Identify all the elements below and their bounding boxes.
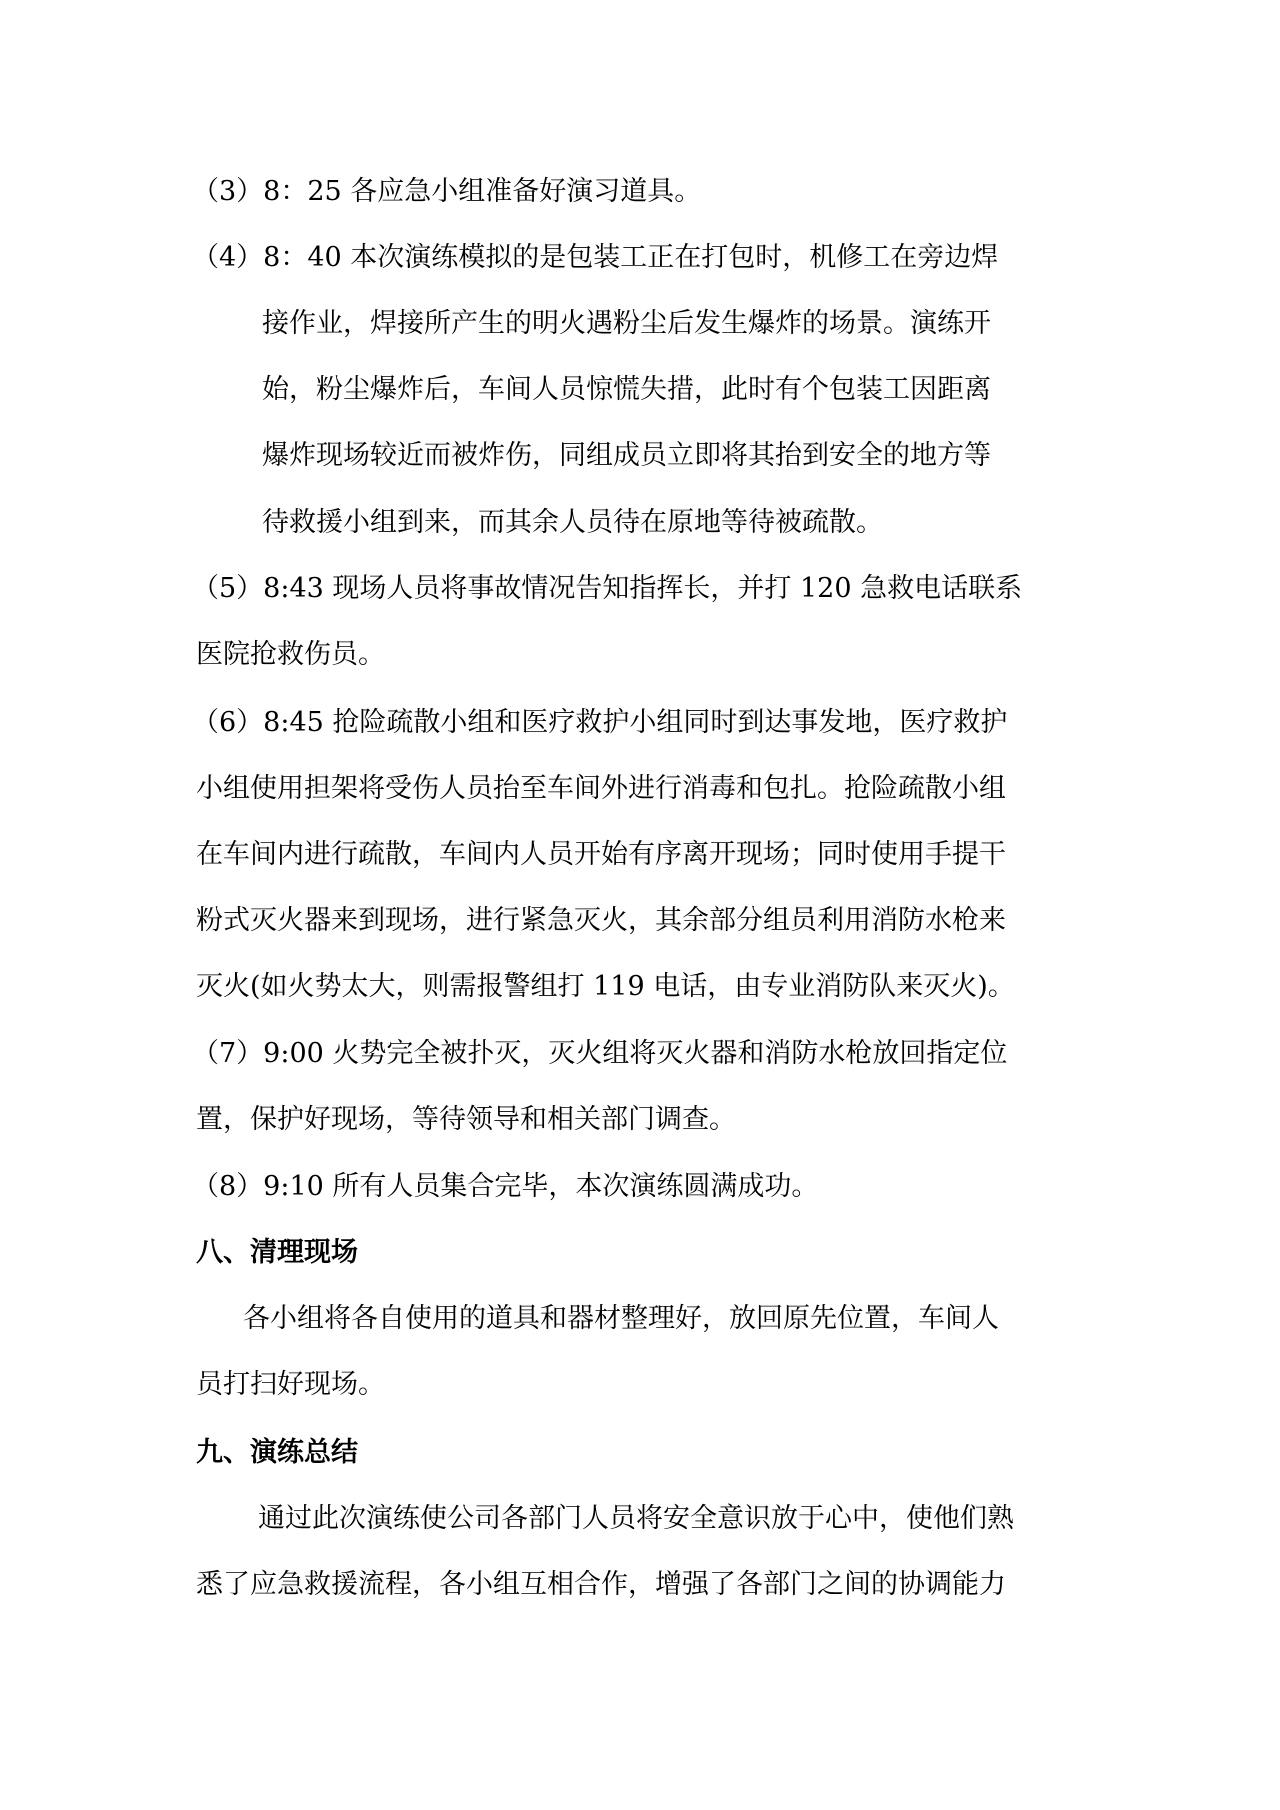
paragraph-line: 接作业，焊接所产生的明火遇粉尘后发生爆炸的场景。演练开 [262, 308, 991, 339]
paragraph-line: （5）8:43 现场人员将事故情况告知指挥长，并打 120 急救电话联系 [192, 573, 1023, 604]
paragraph-line: （6）8:45 抢险疏散小组和医疗救护小组同时到达事发地，医疗救护 [192, 707, 1008, 738]
paragraph-line: 置，保护好现场，等待领导和相关部门调查。 [196, 1104, 736, 1135]
paragraph-line: 待救援小组到来，而其余人员待在原地等待被疏散。 [262, 507, 883, 538]
paragraph-line: 爆炸现场较近而被炸伤，同组成员立即将其抬到安全的地方等 [262, 440, 991, 471]
paragraph-line: 员打扫好现场。 [196, 1369, 385, 1400]
paragraph-line: 在车间内进行疏散，车间内人员开始有序离开现场；同时使用手提干 [196, 839, 1006, 870]
paragraph-line: （4）8：40 本次演练模拟的是包装工正在打包时，机修工在旁边焊 [192, 242, 999, 273]
paragraph-line: （3）8：25 各应急小组准备好演习道具。 [192, 176, 702, 207]
paragraph-line: 始，粉尘爆炸后，车间人员惊慌失措，此时有个包装工因距离 [262, 374, 991, 405]
paragraph-line: 医院抢救伤员。 [196, 639, 385, 670]
paragraph-line: （7）9:00 火势完全被扑灭，灭火组将灭火器和消防水枪放回指定位 [192, 1038, 1008, 1069]
paragraph-line: 灭火(如火势太大，则需报警组打 119 电话，由专业消防队来灭火)。 [196, 971, 1015, 1002]
paragraph-line: 粉式灭火器来到现场，进行紧急灭火，其余部分组员利用消防水枪来 [196, 905, 1006, 936]
paragraph-line: 悉了应急救援流程，各小组互相合作，增强了各部门之间的协调能力 [196, 1569, 1006, 1600]
section-heading: 八、清理现场 [196, 1237, 358, 1268]
paragraph-line: 通过此次演练使公司各部门人员将安全意识放于心中，使他们熟 [258, 1503, 1014, 1534]
paragraph-line: （8）9:10 所有人员集合完毕，本次演练圆满成功。 [192, 1171, 819, 1202]
section-heading: 九、演练总结 [196, 1437, 358, 1468]
paragraph-line: 小组使用担架将受伤人员抬至车间外进行消毒和包扎。抢险疏散小组 [196, 773, 1006, 804]
paragraph-line: 各小组将各自使用的道具和器材整理好，放回原先位置，车间人 [243, 1303, 999, 1334]
